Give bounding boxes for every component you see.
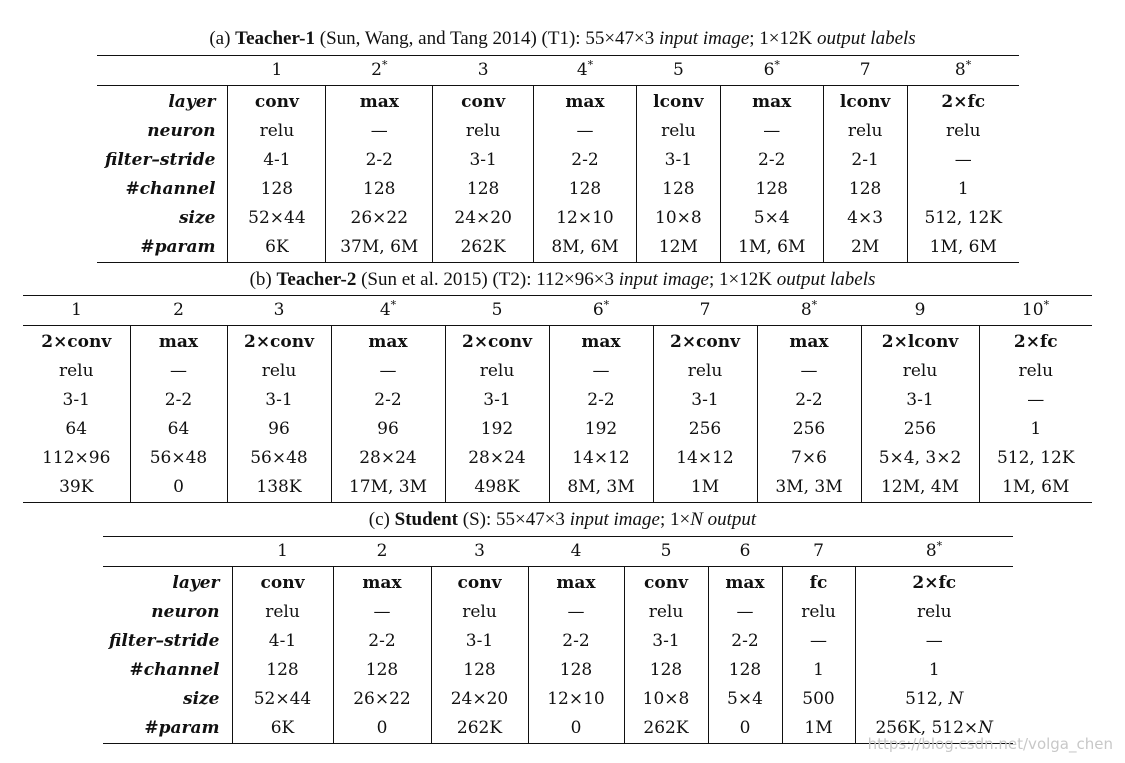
row-label: size <box>103 685 232 714</box>
table-cell: 128 <box>528 656 624 685</box>
column-number: 7 <box>859 60 871 80</box>
column-number: 3 <box>474 541 485 561</box>
table-cell: 2-2 <box>326 146 433 175</box>
table-cell: — <box>549 357 653 386</box>
column-header <box>331 296 445 326</box>
table-cell: relu <box>1018 361 1054 381</box>
table-cell: 52×44 <box>232 685 333 714</box>
table-cell: 256 <box>653 415 757 444</box>
table-cell: relu <box>445 357 549 386</box>
table-row <box>103 627 1013 656</box>
table-cell: max <box>528 567 624 599</box>
table-row <box>103 567 1013 599</box>
header-corner <box>97 56 228 86</box>
table-row <box>23 357 1092 386</box>
caption-input: input image <box>659 28 750 49</box>
table-cell: relu <box>227 357 331 386</box>
table-row <box>23 444 1092 473</box>
table-cell: 1M, 6M <box>1002 477 1070 497</box>
table-cell: 96 <box>331 415 445 444</box>
caption-citation: (Sun et al. 2015) (T2): 112×96×3 <box>356 269 619 290</box>
table-cell: 2-2 <box>528 627 624 656</box>
column-star: * <box>811 298 818 312</box>
column-header <box>549 296 653 326</box>
table-cell: lconv <box>636 86 720 118</box>
table-cell: 256 <box>757 415 861 444</box>
table-row <box>97 204 1019 233</box>
table-cell: — <box>534 117 637 146</box>
table-cell: 1M <box>653 473 757 503</box>
table-cell: 96 <box>227 415 331 444</box>
caption-citation: (S): 55×47×3 <box>458 509 570 530</box>
table-cell: relu <box>945 121 981 141</box>
table-cell: 2-2 <box>331 386 445 415</box>
table-cell: max <box>549 326 653 358</box>
table-cell: — <box>757 357 861 386</box>
table-cell: conv <box>624 567 708 599</box>
table-cell: 12×10 <box>534 204 637 233</box>
table-cell: 0 <box>528 714 624 744</box>
column-number: 10 <box>1021 300 1044 320</box>
table-cell: 2×fc <box>941 92 986 112</box>
table-cell: 256 <box>861 415 979 444</box>
table-cell: conv <box>431 567 528 599</box>
table-cell: 3-1 <box>653 386 757 415</box>
table-cell: 262K <box>431 714 528 744</box>
caption-input: input image <box>618 269 709 290</box>
table-cell: relu <box>823 117 907 146</box>
table-cell: conv <box>228 86 326 118</box>
table-cell: 0 <box>708 714 782 744</box>
table-row <box>23 473 1092 503</box>
header-row <box>97 56 1019 86</box>
table-cell: 14×12 <box>549 444 653 473</box>
table-row <box>23 326 1092 358</box>
table-cell: 7×6 <box>757 444 861 473</box>
table-cell: 262K <box>624 714 708 744</box>
table-cell: 2×conv <box>227 326 331 358</box>
column-star: * <box>587 58 594 72</box>
row-label: neuron <box>97 117 228 146</box>
table-cell: 2-2 <box>757 386 861 415</box>
table-cell: max <box>708 567 782 599</box>
row-label: layer <box>103 567 232 599</box>
teacher-2-table <box>23 295 1092 503</box>
table-cell: 5×4 <box>720 204 823 233</box>
table-cell: 128 <box>708 656 782 685</box>
table-cell: relu <box>636 117 720 146</box>
table-cell: 2×lconv <box>861 326 979 358</box>
column-header <box>907 56 1019 86</box>
table-cell: 3-1 <box>227 386 331 415</box>
table-cell: 2×fc <box>1013 332 1058 352</box>
table-row <box>23 386 1092 415</box>
table-cell: — <box>331 357 445 386</box>
table-cell: relu <box>782 598 855 627</box>
table-cell: relu <box>861 357 979 386</box>
caption-teacher-1 <box>0 28 1125 50</box>
table-cell: 3-1 <box>445 386 549 415</box>
table-cell: 56×48 <box>227 444 331 473</box>
table-row <box>97 86 1019 118</box>
table-cell: 2-1 <box>823 146 907 175</box>
table-cell: 28×24 <box>445 444 549 473</box>
table-cell: 2×conv <box>653 326 757 358</box>
column-star: * <box>936 539 943 553</box>
column-number: 3 <box>477 60 489 80</box>
table-cell: 512, 12K <box>996 448 1075 468</box>
table-row <box>23 415 1092 444</box>
column-number: 8 <box>954 60 966 80</box>
table-cell: — <box>528 598 624 627</box>
table-cell: 14×12 <box>653 444 757 473</box>
column-header <box>445 296 549 326</box>
header-row <box>103 537 1013 567</box>
table-cell: relu <box>916 602 952 622</box>
table-cell: 24×20 <box>431 685 528 714</box>
column-number: 7 <box>699 300 711 320</box>
table-cell: 128 <box>431 656 528 685</box>
table-cell: 128 <box>534 175 637 204</box>
table-cell: — <box>333 598 431 627</box>
column-number: 5 <box>660 541 672 561</box>
caption-prefix: (a) <box>209 28 236 49</box>
table-cell: 6K <box>228 233 326 263</box>
table-cell: 498K <box>445 473 549 503</box>
table-cell: 8M, 3M <box>549 473 653 503</box>
table-cell: relu <box>653 357 757 386</box>
caption-prefix: (c) <box>368 509 395 530</box>
column-number: 4 <box>379 300 391 320</box>
caption-input: input image <box>569 509 660 530</box>
table-cell: 2-2 <box>534 146 637 175</box>
table-cell: 128 <box>720 175 823 204</box>
column-number: 8 <box>800 300 812 320</box>
row-label: #channel <box>97 175 228 204</box>
table-cell: 1M <box>782 714 855 744</box>
column-header <box>653 296 757 326</box>
table-cell: 2×conv <box>445 326 549 358</box>
table-cell: 4-1 <box>228 146 326 175</box>
table-cell: 17M, 3M <box>331 473 445 503</box>
table-cell: 56×48 <box>130 444 227 473</box>
caption-output: output labels <box>816 28 916 49</box>
table-cell: 128 <box>433 175 534 204</box>
table-cell: 52×44 <box>228 204 326 233</box>
column-number: 9 <box>914 300 926 320</box>
table-cell: 0 <box>333 714 431 744</box>
column-header <box>326 56 433 86</box>
column-header <box>228 56 326 86</box>
table-cell: 500 <box>782 685 855 714</box>
table-cell: max <box>331 326 445 358</box>
table-cell: 262K <box>433 233 534 263</box>
row-label: neuron <box>103 598 232 627</box>
column-header <box>232 537 333 567</box>
student-table <box>103 536 1013 744</box>
table-cell: 2-2 <box>720 146 823 175</box>
column-header <box>528 537 624 567</box>
caption-mid: ; 1×12K <box>709 269 777 290</box>
table-cell: max <box>333 567 431 599</box>
table-cell: — <box>708 598 782 627</box>
table-cell: 512, N <box>905 689 964 709</box>
table-row <box>97 175 1019 204</box>
column-header <box>130 296 227 326</box>
table-cell: relu <box>624 598 708 627</box>
table-row <box>103 598 1013 627</box>
header-corner <box>103 537 232 567</box>
column-number: 7 <box>813 541 824 561</box>
row-label: filter–stride <box>103 627 232 656</box>
column-header <box>979 296 1092 326</box>
row-label: #param <box>97 233 228 263</box>
table-cell: — <box>130 357 227 386</box>
table-cell: 64 <box>23 415 130 444</box>
table-cell: 128 <box>228 175 326 204</box>
column-header <box>624 537 708 567</box>
column-number: 2 <box>371 60 382 80</box>
caption-citation: (Sun, Wang, and Tang 2014) (T1): 55×47×3 <box>315 28 660 49</box>
column-number: 2 <box>376 541 388 561</box>
table-cell: — <box>720 117 823 146</box>
watermark: https://blog.csdn.net/volga_chen <box>867 735 1113 753</box>
column-header <box>23 296 130 326</box>
table-cell: 28×24 <box>331 444 445 473</box>
caption-title: Teacher-2 <box>276 269 357 290</box>
column-number: 4 <box>576 60 588 80</box>
table-cell: max <box>326 86 433 118</box>
table-cell: 2-2 <box>130 386 227 415</box>
table-row <box>103 685 1013 714</box>
table-cell: max <box>757 326 861 358</box>
caption-mid: ; 1× <box>659 509 691 530</box>
table-row <box>103 656 1013 685</box>
table-cell: 2-2 <box>549 386 653 415</box>
header-row <box>23 296 1092 326</box>
table-cell: relu <box>232 598 333 627</box>
table-cell: lconv <box>823 86 907 118</box>
column-number: 8 <box>925 541 937 561</box>
column-header <box>636 56 720 86</box>
table-cell: 5×4, 3×2 <box>861 444 979 473</box>
table-cell: 3-1 <box>431 627 528 656</box>
table-cell: relu <box>431 598 528 627</box>
row-label: #param <box>103 714 232 744</box>
column-header <box>431 537 528 567</box>
table-cell: 37M, 6M <box>326 233 433 263</box>
column-number: 1 <box>71 300 82 320</box>
table-cell: 128 <box>823 175 907 204</box>
table-cell: fc <box>782 567 855 599</box>
table-cell: 64 <box>130 415 227 444</box>
column-number: 1 <box>271 60 283 80</box>
table-cell: 2×fc <box>912 573 957 593</box>
column-header <box>227 296 331 326</box>
caption-output: output labels <box>776 269 876 290</box>
table-cell: relu <box>23 357 130 386</box>
table-row <box>97 233 1019 263</box>
table-cell: 1 <box>1030 419 1042 439</box>
column-star: * <box>381 58 388 72</box>
table-cell: 5×4 <box>708 685 782 714</box>
column-header <box>757 296 861 326</box>
table-cell: 1 <box>782 656 855 685</box>
row-label: layer <box>97 86 228 118</box>
column-number: 4 <box>570 541 582 561</box>
column-header <box>333 537 431 567</box>
table-cell: max <box>534 86 637 118</box>
column-number: 2 <box>173 300 184 320</box>
table-cell: 4-1 <box>232 627 333 656</box>
table-cell: conv <box>232 567 333 599</box>
table-cell: 2×conv <box>23 326 130 358</box>
table-cell: 24×20 <box>433 204 534 233</box>
table-cell: 192 <box>445 415 549 444</box>
table-cell: 12×10 <box>528 685 624 714</box>
column-star: * <box>1043 298 1050 312</box>
table-cell: 512, 12K <box>924 208 1003 228</box>
table-cell: 3-1 <box>624 627 708 656</box>
column-star: * <box>603 298 610 312</box>
row-label: #channel <box>103 656 232 685</box>
table-cell: 6K <box>232 714 333 744</box>
table-cell: 3M, 3M <box>757 473 861 503</box>
table-cell: relu <box>228 117 326 146</box>
column-star: * <box>774 58 780 72</box>
table-cell: 256K, 512×N <box>875 718 994 738</box>
column-header <box>855 537 1013 567</box>
teacher-1-table <box>97 55 1019 263</box>
caption-prefix: (b) <box>249 269 277 290</box>
column-number: 5 <box>672 60 684 80</box>
table-cell: 128 <box>636 175 720 204</box>
column-star: * <box>390 298 397 312</box>
table-cell: 128 <box>232 656 333 685</box>
table-cell: — <box>1027 390 1045 410</box>
caption-mid: ; 1×12K <box>749 28 817 49</box>
column-number: 1 <box>277 541 288 561</box>
table-cell: 2-2 <box>333 627 431 656</box>
table-cell: — <box>782 627 855 656</box>
column-header <box>823 56 907 86</box>
row-label: filter–stride <box>97 146 228 175</box>
table-cell: 1M, 6M <box>929 237 997 257</box>
table-cell: 128 <box>333 656 431 685</box>
table-cell: 0 <box>130 473 227 503</box>
column-number: 3 <box>273 300 285 320</box>
table-cell: conv <box>433 86 534 118</box>
table-cell: 1M, 6M <box>720 233 823 263</box>
column-header <box>708 537 782 567</box>
table-row <box>97 146 1019 175</box>
table-cell: — <box>954 150 972 170</box>
column-number: 6 <box>592 300 604 320</box>
table-cell: 3-1 <box>23 386 130 415</box>
table-cell: 39K <box>23 473 130 503</box>
column-header <box>534 56 637 86</box>
column-number: 6 <box>739 541 751 561</box>
column-header <box>433 56 534 86</box>
table-cell: max <box>130 326 227 358</box>
column-header <box>782 537 855 567</box>
table-cell: max <box>720 86 823 118</box>
table-cell: relu <box>433 117 534 146</box>
table-row <box>97 117 1019 146</box>
table-cell: 3-1 <box>433 146 534 175</box>
table-cell: 12M, 4M <box>861 473 979 503</box>
column-header <box>861 296 979 326</box>
column-number: 6 <box>763 60 775 80</box>
table-cell: 138K <box>227 473 331 503</box>
row-label: size <box>97 204 228 233</box>
caption-teacher-2 <box>0 269 1125 291</box>
caption-n: N <box>690 509 703 530</box>
table-cell: 2-2 <box>708 627 782 656</box>
table-cell: 112×96 <box>23 444 130 473</box>
table-cell: — <box>925 631 943 651</box>
table-cell: 26×22 <box>326 204 433 233</box>
caption-output: output <box>702 509 757 530</box>
caption-student <box>0 509 1125 531</box>
table-cell: 4×3 <box>823 204 907 233</box>
table-cell: 128 <box>326 175 433 204</box>
table-cell: 128 <box>624 656 708 685</box>
table-cell: 1 <box>928 660 940 680</box>
column-star: * <box>965 58 972 72</box>
caption-title: Student <box>394 509 458 530</box>
table-cell: 26×22 <box>333 685 431 714</box>
caption-title: Teacher-1 <box>235 28 316 49</box>
table-cell: 192 <box>549 415 653 444</box>
table-cell: 10×8 <box>636 204 720 233</box>
table-cell: 2M <box>823 233 907 263</box>
table-cell: 3-1 <box>636 146 720 175</box>
column-number: 5 <box>491 300 503 320</box>
table-cell: 3-1 <box>861 386 979 415</box>
table-cell: — <box>326 117 433 146</box>
table-cell: 10×8 <box>624 685 708 714</box>
table-cell: 12M <box>636 233 720 263</box>
table-cell: 1 <box>957 179 969 199</box>
table-cell: 8M, 6M <box>534 233 637 263</box>
column-header <box>720 56 823 86</box>
